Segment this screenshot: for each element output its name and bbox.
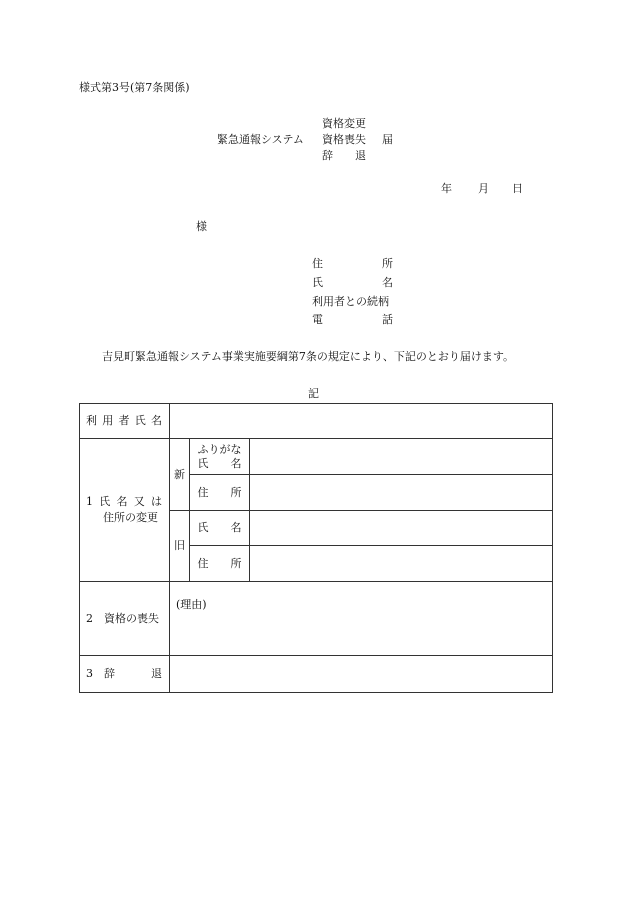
old-name-field[interactable]: [250, 511, 553, 546]
applicant-name-label: 氏 名: [312, 276, 393, 289]
withdrawal-field[interactable]: [170, 656, 553, 693]
applicant-address-label: 住 所: [312, 257, 393, 270]
reason-label: (理由): [176, 598, 207, 611]
new-address-label: 住 所: [190, 475, 250, 511]
date-day: 日: [512, 182, 523, 195]
title-system: 緊急通報システム: [217, 133, 304, 146]
report-table: [79, 403, 553, 693]
date-month: 月: [478, 182, 489, 195]
title-option-withdrawal: 辞 退: [322, 149, 366, 162]
applicant-phone-label: 電 話: [312, 313, 393, 326]
new-furigana-name-label: ふりがな 氏 名: [190, 439, 250, 475]
loss-reason-field[interactable]: [170, 582, 553, 656]
user-name-field[interactable]: [170, 404, 553, 439]
new-name-field[interactable]: [250, 439, 553, 475]
old-address-label: 住 所: [190, 546, 250, 582]
title-suffix: 届: [382, 133, 393, 146]
title-option-loss: 資格喪失: [322, 133, 366, 146]
new-address-field[interactable]: [250, 475, 553, 511]
new-label: 新: [170, 439, 190, 511]
change-label: 1 氏 名 又 は 住所の変更: [80, 439, 170, 582]
old-label: 旧: [170, 511, 190, 582]
ki-label: 記: [308, 387, 319, 400]
applicant-relationship-label: 利用者との続柄: [312, 295, 389, 308]
addressee-suffix: 様: [196, 220, 207, 233]
loss-label: 2 資格の喪失: [80, 582, 170, 656]
withdrawal-label: 3 辞 退: [80, 656, 170, 693]
form-number: 様式第3号(第7条関係): [79, 81, 190, 94]
title-option-change: 資格変更: [322, 117, 366, 130]
date-year: 年: [441, 182, 452, 195]
old-name-label: 氏 名: [190, 511, 250, 546]
user-name-label: 利 用 者 氏 名: [80, 404, 170, 439]
body-text: 吉見町緊急通報システム事業実施要綱第7条の規定により、下記のとおり届けます。: [102, 350, 515, 363]
old-address-field[interactable]: [250, 546, 553, 582]
